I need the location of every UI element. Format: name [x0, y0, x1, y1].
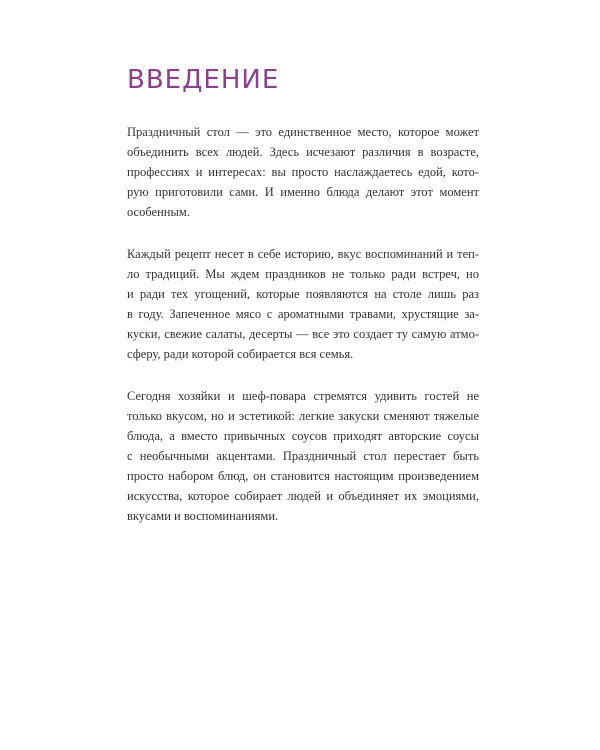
text-line: куски, свежие салаты, десерты — все это создает ту самую атмо-	[127, 327, 479, 341]
text-line: особенным.	[127, 205, 190, 219]
text-line: Праздничный стол — это единственное место, которое может	[127, 125, 479, 139]
text-line: профессиях и интересах: вы просто наслаждаетесь едой, кото-	[127, 165, 479, 179]
text-line: просто набором блюд, он становится настоящим произведением	[127, 469, 479, 483]
text-line: искусства, которое собирает людей и объединяет их эмоциями,	[127, 489, 479, 503]
text-line: блюда, а вместо привычных соусов приходят авторские соусы	[127, 429, 479, 443]
page-title: ВВЕДЕНИЕ	[127, 65, 280, 95]
text-line: ло традиций. Мы ждем праздников не только ради встреч, но	[127, 267, 479, 281]
text-line: в году. Запеченное мясо с ароматными травами, хрустящие за-	[127, 307, 479, 321]
text-line: только вкусом, но и эстетикой: легкие закуски сменяют тяжелые	[127, 409, 479, 423]
text-line: Сегодня хозяйки и шеф-повара стремятся удивить гостей не	[127, 389, 479, 403]
text-line: с необычными акцентами. Праздничный стол перестает быть	[127, 449, 479, 463]
text-line: объединить всех людей. Здесь исчезают различия в возрасте,	[127, 145, 479, 159]
text-line: рую приготовили сами. И именно блюда делают этот момент	[127, 185, 479, 199]
paragraph-1	[127, 122, 479, 222]
text-line: вкусами и воспоминаниями.	[127, 509, 279, 523]
text-line: и ради тех угощений, которые появляются на столе лишь раз	[127, 287, 479, 301]
paragraph-2	[127, 244, 479, 364]
text-line: сферу, ради которой собирается вся семья.	[127, 347, 354, 361]
paragraph-3	[127, 386, 479, 526]
intro-text	[127, 122, 479, 548]
text-line: Каждый рецепт несет в себе историю, вкус воспоминаний и теп-	[127, 247, 479, 261]
